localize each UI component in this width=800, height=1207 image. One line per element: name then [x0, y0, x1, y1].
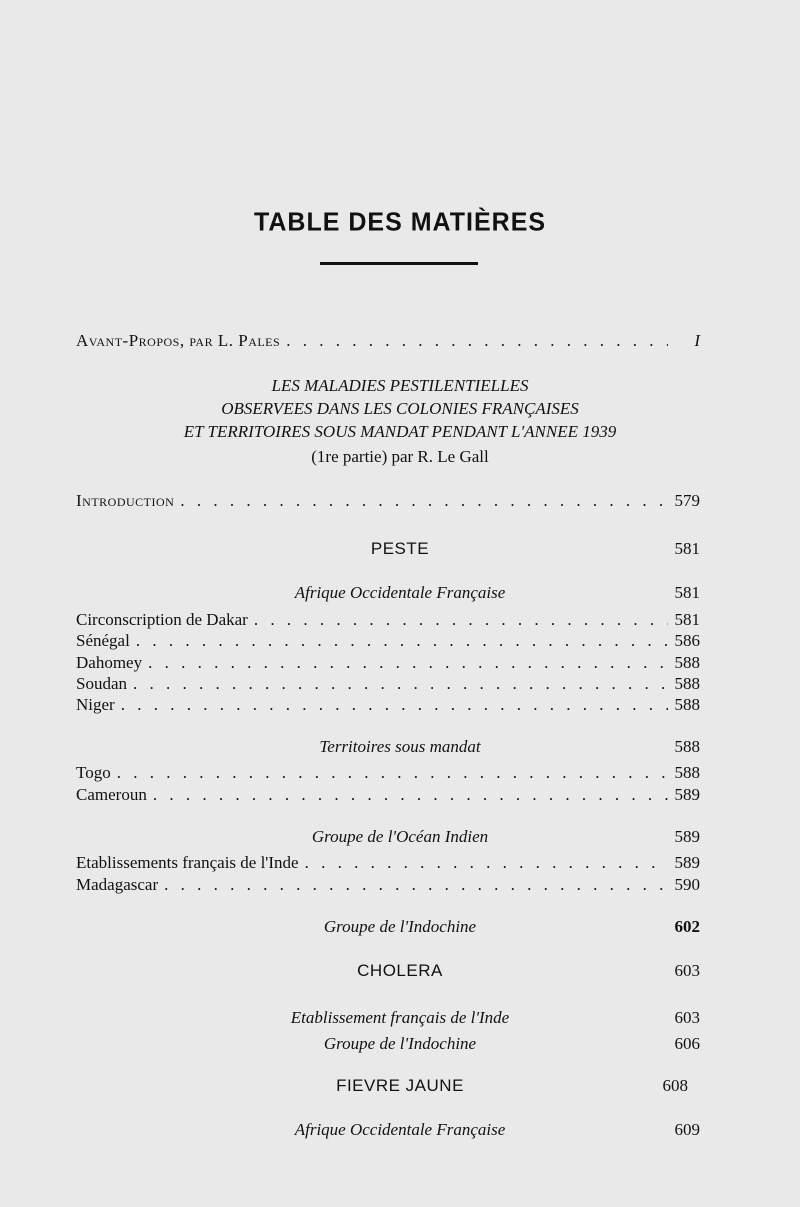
toc-entry: [76, 785, 700, 807]
subheading-page: 581: [674, 583, 700, 602]
toc-entry-label: Dahomey: [76, 653, 143, 672]
toc-entry-introduction: [76, 491, 700, 513]
toc-entry: [76, 853, 700, 875]
leader-dots: [305, 853, 668, 873]
subheading-page: 602: [674, 917, 700, 936]
section-title-line-2: OBSERVEES DANS LES COLONIES FRANÇAISES: [221, 399, 579, 418]
leader-dots: [254, 610, 668, 630]
subheading-page: 606: [674, 1034, 700, 1053]
page-title: TABLE DES MATIÈRES: [253, 207, 547, 237]
toc-entry-label: Madagascar: [76, 875, 159, 894]
leader-dots: [117, 763, 668, 783]
toc-entry-page: 588: [674, 674, 700, 693]
heading-page: 581: [674, 539, 700, 558]
subheading-label: Groupe de l'Océan Indien: [311, 827, 489, 846]
toc-entry-page: 589: [674, 853, 700, 872]
heading-label: PESTE: [370, 539, 430, 558]
subheading-label: Groupe de l'Indochine: [323, 917, 477, 936]
leader-dots: [148, 653, 668, 673]
toc-entry: [76, 695, 700, 717]
subheading-label: Etablissement français de l'Inde: [290, 1008, 510, 1027]
leader-dots: [136, 631, 668, 651]
leader-dots: [164, 875, 668, 895]
heading-page: 603: [674, 961, 700, 980]
toc-entry: [76, 674, 700, 696]
toc-entry-label: Introduction: [76, 491, 175, 510]
toc-entry-label: Sénégal: [76, 631, 130, 650]
toc-entry: [76, 610, 700, 632]
leader-dots: [180, 491, 668, 511]
toc-entry-label: Circonscription de Dakar: [76, 610, 248, 629]
toc-entry-page: 588: [674, 695, 700, 714]
subheading-page: 609: [674, 1120, 700, 1139]
toc-entry-page: 589: [674, 785, 700, 804]
subheading-page: 603: [674, 1008, 700, 1027]
toc-entry: [76, 631, 700, 653]
toc-entry-page: 590: [674, 875, 700, 894]
toc-entry-label: Niger: [76, 695, 115, 714]
heading-label: FIEVRE JAUNE: [336, 1076, 464, 1095]
section-title-line-1: LES MALADIES PESTILENTIELLES: [271, 376, 529, 395]
leader-dots: [286, 331, 668, 351]
toc-entry-page: 581: [674, 610, 700, 629]
toc-entry-label: Cameroun: [76, 785, 147, 804]
toc-entry-label: Etablissements français de l'Inde: [76, 853, 299, 872]
leader-dots: [153, 785, 668, 805]
subheading-label: Afrique Occidentale Française: [294, 583, 506, 602]
toc-entry-page: 579: [674, 491, 700, 510]
toc-entry-label: Togo: [76, 763, 111, 782]
toc-entry-page: 588: [674, 763, 700, 782]
subheading-label: Afrique Occidentale Française: [294, 1120, 506, 1139]
section-title-line-3: ET TERRITOIRES SOUS MANDAT PENDANT L'ANNEE 1939: [183, 422, 617, 441]
toc-entry: [76, 763, 700, 785]
subheading-page: 588: [674, 737, 700, 756]
title-rule: [320, 262, 478, 265]
section-subtitle: (1re partie) par R. Le Gall: [311, 447, 489, 466]
toc-entry-page: 588: [674, 653, 700, 672]
toc-entry: [76, 653, 700, 675]
toc-entry-avant-propos: [76, 331, 700, 353]
toc-entry-page: 586: [674, 631, 700, 650]
subheading-label: Groupe de l'Indochine: [323, 1034, 477, 1053]
toc-entry: [76, 875, 700, 897]
toc-entry-label: Avant-Propos, par L. Pales: [76, 331, 281, 350]
heading-page: 608: [662, 1076, 688, 1095]
leader-dots: [133, 674, 668, 694]
toc-entry-label: Soudan: [76, 674, 127, 693]
subheading-page: 589: [674, 827, 700, 846]
subheading-label: Territoires sous mandat: [319, 737, 481, 756]
heading-label: CHOLERA: [357, 961, 443, 980]
toc-entry-page: I: [694, 331, 700, 350]
leader-dots: [121, 695, 668, 715]
